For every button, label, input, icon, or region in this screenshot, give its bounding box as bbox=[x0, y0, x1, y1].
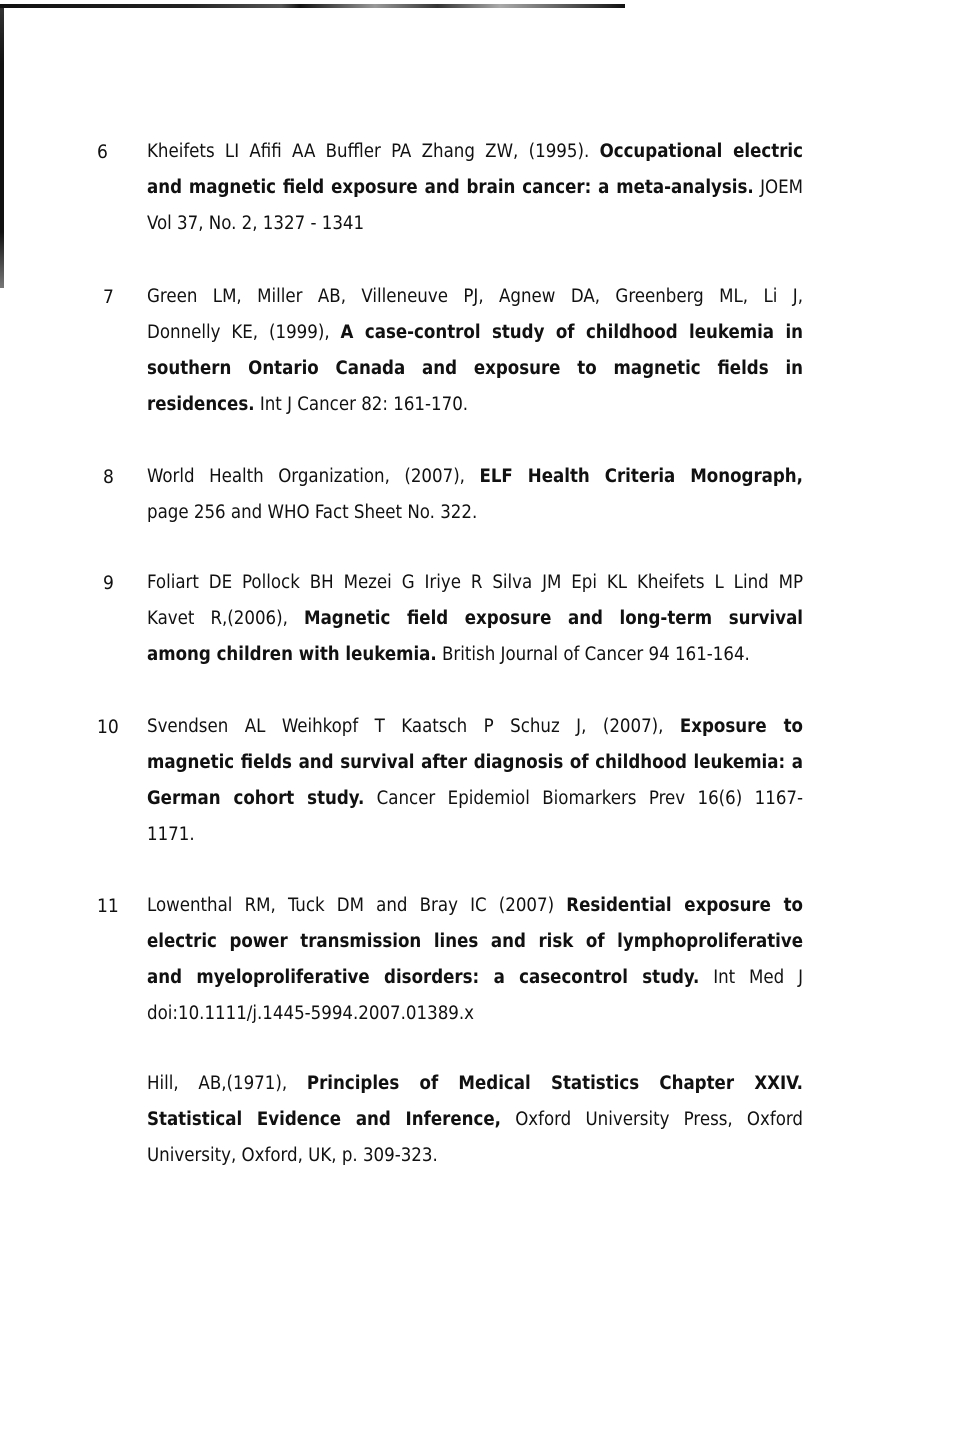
reference-title-text: Occupational electric bbox=[599, 141, 803, 162]
reference-text: page 256 and WHO Fact Sheet No. 322. bbox=[147, 502, 478, 523]
reference-text: Foliart DE Pollock BH Mezei G Iriye R Silva JM Epi KL Kheifets L Lind MP bbox=[147, 572, 803, 593]
reference-number: 6 bbox=[97, 141, 108, 163]
reference-title-text: Statistical Evidence and Inference, bbox=[147, 1109, 501, 1130]
reference-text: Vol 37, No. 2, 1327 - 1341 bbox=[147, 213, 365, 234]
reference-line bbox=[147, 206, 803, 242]
reference-title-text: German cohort study. bbox=[147, 788, 365, 809]
reference-title-text: among children with leukemia. bbox=[147, 644, 437, 665]
reference-text: JOEM bbox=[753, 177, 803, 198]
reference-line bbox=[147, 960, 803, 996]
reference-title-text: southern Ontario Canada and exposure to magnetic fields in bbox=[147, 358, 803, 379]
reference-line bbox=[147, 709, 803, 745]
reference-title-text: magnetic fields and survival after diagnosis of childhood leukemia: a bbox=[147, 752, 803, 773]
reference-line bbox=[147, 565, 803, 601]
reference-text: doi:10.1111/j.1445-5994.2007.01389.x bbox=[147, 1003, 474, 1024]
reference-title-text: Principles of Medical Statistics Chapter XXIV. bbox=[306, 1073, 803, 1094]
reference-number: 10 bbox=[97, 716, 119, 738]
reference-line bbox=[147, 279, 803, 315]
reference-text: World Health Organization, (2007), bbox=[147, 466, 480, 487]
reference-title-text: electric power transmission lines and risk of lymphoproliferative bbox=[147, 931, 803, 952]
reference-text: Int Med J bbox=[699, 967, 803, 988]
reference-title-text: Magnetic field exposure and long-term survival bbox=[304, 608, 803, 629]
reference-line bbox=[147, 1102, 803, 1138]
reference-title-text: ELF Health Criteria Monograph, bbox=[479, 466, 803, 487]
reference-line bbox=[147, 1138, 803, 1174]
reference-line bbox=[147, 888, 803, 924]
reference-line bbox=[147, 170, 803, 206]
reference-line bbox=[147, 1066, 803, 1102]
reference-title-text: A case-control study of childhood leukemia in bbox=[340, 322, 803, 343]
reference-text: Svendsen AL Weihkopf T Kaatsch P Schuz J, (2007), bbox=[147, 716, 680, 737]
reference-line bbox=[147, 637, 803, 673]
reference-text: Int J Cancer 82: 161-170. bbox=[254, 394, 469, 415]
reference-text: Hill, AB,(1971), bbox=[147, 1073, 307, 1094]
reference-title-text: and myeloproliferative disorders: a casecontrol study. bbox=[147, 967, 700, 988]
reference-title-text: Residential exposure to bbox=[566, 895, 803, 916]
reference-text: Donnelly KE, (1999), bbox=[147, 322, 341, 343]
reference-line bbox=[147, 134, 803, 170]
reference-line bbox=[147, 924, 803, 960]
reference-text: 1171. bbox=[147, 824, 195, 845]
reference-text: University, Oxford, UK, p. 309-323. bbox=[147, 1145, 438, 1166]
reference-line bbox=[147, 351, 803, 387]
reference-line bbox=[147, 781, 803, 817]
reference-line bbox=[147, 315, 803, 351]
reference-text: Kheifets LI Afifi AA Buffler PA Zhang ZW, (1995). bbox=[147, 141, 600, 162]
reference-line bbox=[147, 459, 803, 495]
reference-number: 7 bbox=[103, 286, 114, 308]
reference-line bbox=[147, 996, 803, 1032]
reference-line bbox=[147, 495, 803, 531]
reference-title-text: Exposure to bbox=[679, 716, 803, 737]
reference-title-text: and magnetic field exposure and brain cancer: a meta-analysis. bbox=[147, 177, 754, 198]
reference-text: Lowenthal RM, Tuck DM and Bray IC (2007) bbox=[147, 895, 567, 916]
reference-line bbox=[147, 601, 803, 637]
reference-number: 9 bbox=[103, 572, 114, 594]
reference-text: Kavet R,(2006), bbox=[147, 608, 304, 629]
reference-line bbox=[147, 387, 803, 423]
reference-text: British Journal of Cancer 94 161-164. bbox=[436, 644, 750, 665]
reference-line bbox=[147, 817, 803, 853]
reference-title-text: residences. bbox=[147, 394, 255, 415]
reference-line bbox=[147, 745, 803, 781]
reference-text: Green LM, Miller AB, Villeneuve PJ, Agnew DA, Greenberg ML, Li J, bbox=[147, 286, 803, 307]
reference-text: Cancer Epidemiol Biomarkers Prev 16(6) 1167- bbox=[364, 788, 803, 809]
reference-text: Oxford University Press, Oxford bbox=[500, 1109, 803, 1130]
reference-number: 11 bbox=[97, 895, 119, 917]
reference-number: 8 bbox=[103, 466, 114, 488]
